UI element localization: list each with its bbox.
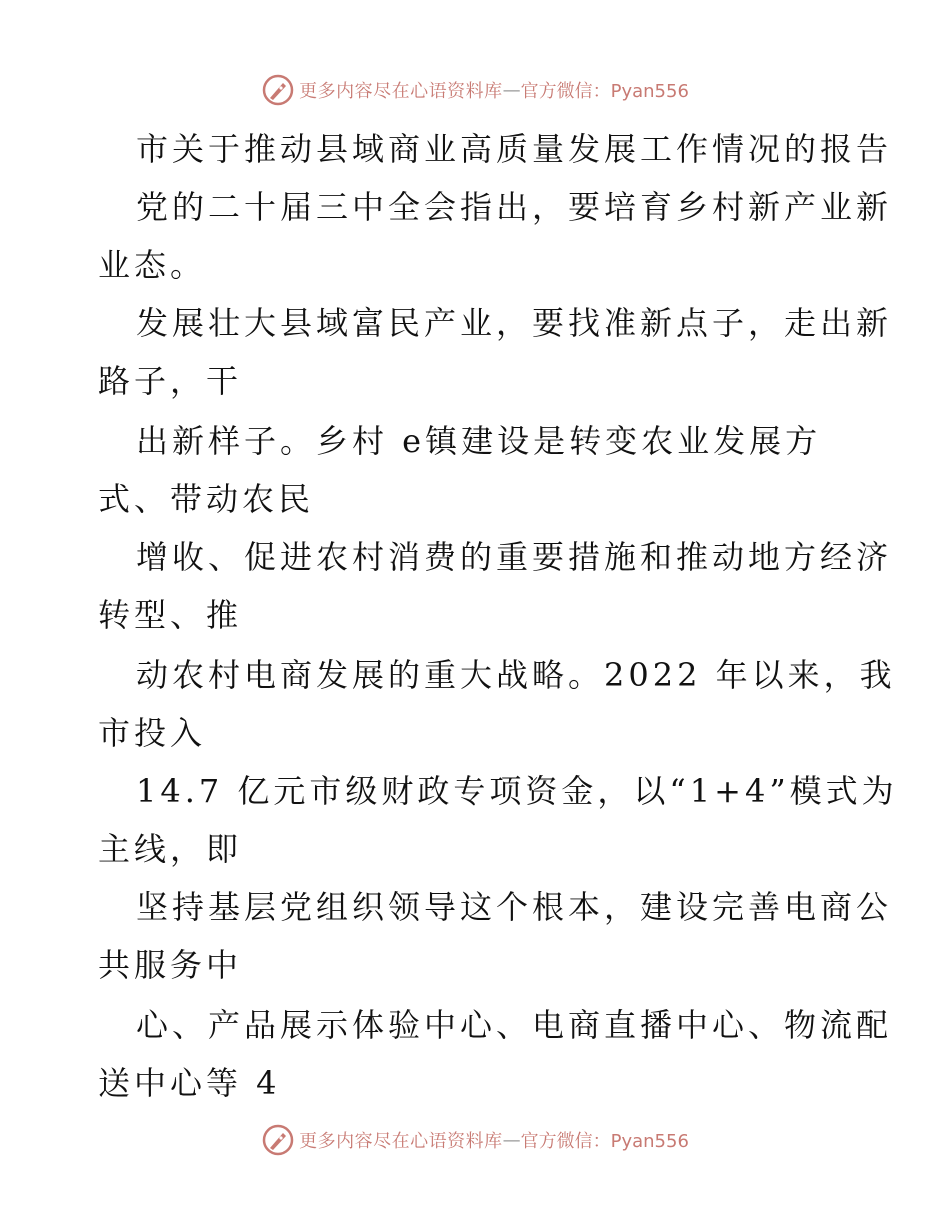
paragraph-line: 式、带动农民 xyxy=(98,480,315,518)
paragraph-line: 14.7 亿元市级财政专项资金，以“1+4”模式为 xyxy=(136,772,898,810)
paragraph-line: 出新样子。乡村 e镇建设是转变农业发展方 xyxy=(136,422,822,460)
paragraph-line: 送中心等 4 xyxy=(98,1064,281,1102)
watermark-contact-text: 官方微信：Pyan556 xyxy=(520,1131,689,1152)
paragraph-line: 业态。 xyxy=(98,246,207,284)
watermark-site-text: 更多内容尽在心语资料库 xyxy=(299,81,503,102)
paragraph-line: 市投入 xyxy=(98,714,207,752)
paragraph-line: 路子，干 xyxy=(98,362,243,400)
footer-watermark xyxy=(0,1120,950,1160)
document-title: 市关于推动县域商业高质量发展工作情况的报告 xyxy=(136,130,893,168)
watermark-separator: — xyxy=(502,1129,521,1151)
paragraph-line: 主线，即 xyxy=(98,830,243,868)
paragraph-line: 增收、促进农村消费的重要措施和推动地方经济 xyxy=(136,538,893,576)
paragraph-line: 动农村电商发展的重大战略。2022 年以来，我 xyxy=(136,656,896,694)
watermark-contact-text: 官方微信：Pyan556 xyxy=(520,81,689,102)
paragraph-line: 党的二十届三中全会指出，要培育乡村新产业新 xyxy=(136,188,893,226)
paragraph-line: 坚持基层党组织领导这个根本，建设完善电商公 xyxy=(136,888,893,926)
pen-nib-logo-icon xyxy=(261,1123,295,1157)
pen-nib-logo-icon xyxy=(261,73,295,107)
paragraph-line: 心、产品展示体验中心、电商直播中心、物流配 xyxy=(136,1006,893,1044)
watermark-site-text: 更多内容尽在心语资料库 xyxy=(299,1131,503,1152)
paragraph-line: 共服务中 xyxy=(98,946,243,984)
paragraph-line: 发展壮大县域富民产业，要找准新点子，走出新 xyxy=(136,304,893,342)
header-watermark xyxy=(0,70,950,110)
watermark-separator: — xyxy=(502,79,521,101)
paragraph-line: 转型、推 xyxy=(98,596,243,634)
